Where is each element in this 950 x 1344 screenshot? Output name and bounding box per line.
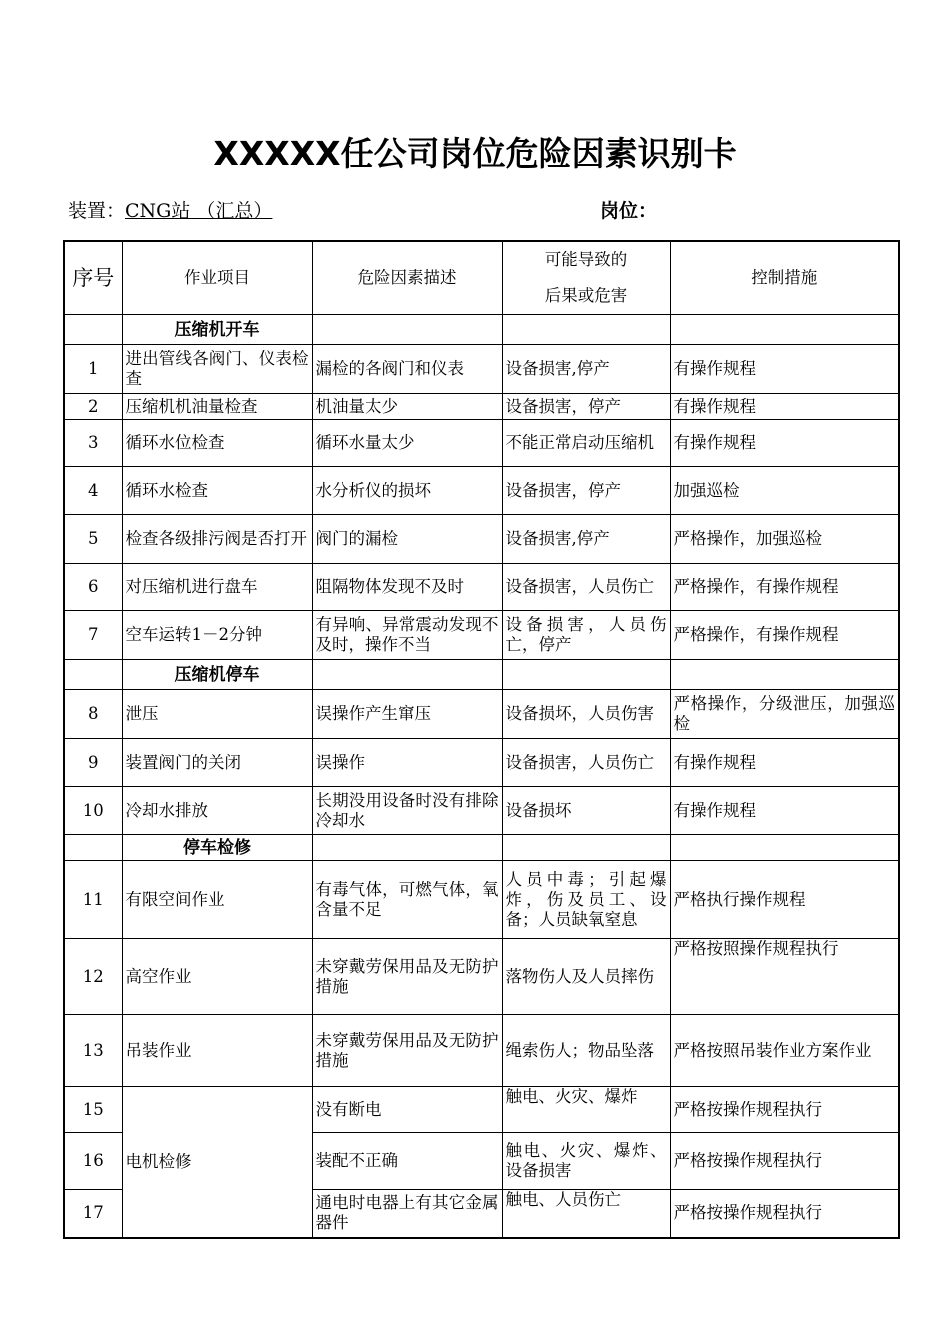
table-row bbox=[64, 345, 899, 394]
row-hazard: 通电时电器上有其它金属器件 bbox=[312, 1190, 502, 1238]
table-row bbox=[64, 467, 899, 515]
row-consequence: 设备损害，人员伤亡，停产 bbox=[502, 611, 670, 660]
section-row bbox=[64, 835, 899, 861]
row-item: 循环水检查 bbox=[122, 467, 312, 515]
row-consequence: 人员中毒；引起爆炸，伤及员工、设备；人员缺氧窒息 bbox=[502, 861, 670, 939]
row-control: 有操作规程 bbox=[670, 420, 899, 467]
row-hazard: 误操作 bbox=[312, 739, 502, 787]
device-label: 装置： bbox=[68, 200, 126, 222]
header-consequence-line1: 可能导致的 bbox=[544, 250, 628, 269]
row-hazard: 阻隔物体发现不及时 bbox=[312, 564, 502, 611]
table-row bbox=[64, 420, 899, 467]
header-control: 控制措施 bbox=[670, 241, 899, 315]
row-hazard: 装配不正确 bbox=[312, 1133, 502, 1190]
row-control: 严格操作，加强巡检 bbox=[670, 515, 899, 564]
section-title: 压缩机停车 bbox=[122, 660, 312, 690]
row-no: 1 bbox=[64, 345, 122, 394]
row-item: 高空作业 bbox=[122, 939, 312, 1015]
row-hazard: 漏检的各阀门和仪表 bbox=[312, 345, 502, 394]
row-no: 6 bbox=[64, 564, 122, 611]
row-consequence: 落物伤人及人员摔伤 bbox=[502, 939, 670, 1015]
section-row bbox=[64, 315, 899, 345]
row-no: 7 bbox=[64, 611, 122, 660]
row-control: 加强巡检 bbox=[670, 467, 899, 515]
row-no: 11 bbox=[64, 861, 122, 939]
row-item: 吊装作业 bbox=[122, 1015, 312, 1087]
row-item: 有限空间作业 bbox=[122, 861, 312, 939]
row-control: 严格按操作规程执行 bbox=[670, 1087, 899, 1133]
row-control: 有操作规程 bbox=[670, 787, 899, 835]
table-row bbox=[64, 394, 899, 420]
table-row bbox=[64, 739, 899, 787]
row-consequence: 触电、火灾、爆炸 bbox=[502, 1087, 670, 1133]
row-hazard: 误操作产生窜压 bbox=[312, 690, 502, 739]
row-item: 冷却水排放 bbox=[122, 787, 312, 835]
table-row bbox=[64, 515, 899, 564]
row-no: 12 bbox=[64, 939, 122, 1015]
row-item: 进出管线各阀门、仪表检查 bbox=[122, 345, 312, 394]
post-label: 岗位： bbox=[600, 200, 658, 222]
row-no: 17 bbox=[64, 1190, 122, 1238]
row-hazard: 没有断电 bbox=[312, 1087, 502, 1133]
table-row bbox=[64, 1087, 899, 1133]
row-no: 16 bbox=[64, 1133, 122, 1190]
header-no: 序号 bbox=[64, 241, 122, 315]
row-item: 装置阀门的关闭 bbox=[122, 739, 312, 787]
table-row bbox=[64, 787, 899, 835]
row-control: 严格操作，有操作规程 bbox=[670, 564, 899, 611]
row-hazard: 机油量太少 bbox=[312, 394, 502, 420]
row-item: 压缩机机油量检查 bbox=[122, 394, 312, 420]
row-consequence: 设备损坏 bbox=[502, 787, 670, 835]
row-item: 循环水位检查 bbox=[122, 420, 312, 467]
row-control: 严格按操作规程执行 bbox=[670, 1133, 899, 1190]
header-hazard: 危险因素描述 bbox=[312, 241, 502, 315]
row-consequence: 设备损害，停产 bbox=[502, 467, 670, 515]
row-no: 2 bbox=[64, 394, 122, 420]
row-no: 15 bbox=[64, 1087, 122, 1133]
row-control: 有操作规程 bbox=[670, 739, 899, 787]
row-consequence: 设备损害，停产 bbox=[502, 394, 670, 420]
row-item: 空车运转1－2分钟 bbox=[122, 611, 312, 660]
row-control: 严格操作，分级泄压，加强巡检 bbox=[670, 690, 899, 739]
device-value: CNG站 （汇总） bbox=[125, 200, 273, 222]
section-title: 压缩机开车 bbox=[122, 315, 312, 345]
row-hazard: 未穿戴劳保用品及无防护措施 bbox=[312, 939, 502, 1015]
table-row bbox=[64, 1015, 899, 1087]
section-title: 停车检修 bbox=[122, 835, 312, 861]
row-no: 9 bbox=[64, 739, 122, 787]
row-consequence: 设备损害，人员伤亡 bbox=[502, 564, 670, 611]
row-consequence: 设备损坏，人员伤害 bbox=[502, 690, 670, 739]
header-item: 作业项目 bbox=[122, 241, 312, 315]
row-hazard: 长期没用设备时没有排除冷却水 bbox=[312, 787, 502, 835]
table-header-row bbox=[64, 241, 899, 315]
row-no: 3 bbox=[64, 420, 122, 467]
row-no: 4 bbox=[64, 467, 122, 515]
row-hazard: 有异响、异常震动发现不及时，操作不当 bbox=[312, 611, 502, 660]
page-title: XXXXX任公司岗位危险因素识别卡 bbox=[213, 134, 737, 173]
table-row bbox=[64, 690, 899, 739]
row-control: 严格按照吊装作业方案作业 bbox=[670, 1015, 899, 1087]
hazard-table bbox=[63, 240, 900, 1239]
row-no: 13 bbox=[64, 1015, 122, 1087]
table-row bbox=[64, 611, 899, 660]
row-control: 有操作规程 bbox=[670, 394, 899, 420]
device-info bbox=[68, 196, 272, 223]
row-no: 10 bbox=[64, 787, 122, 835]
row-item: 对压缩机进行盘车 bbox=[122, 564, 312, 611]
table-row bbox=[64, 564, 899, 611]
row-control: 严格按照操作规程执行 bbox=[670, 939, 899, 1015]
row-control: 严格操作，有操作规程 bbox=[670, 611, 899, 660]
table-row bbox=[64, 939, 899, 1015]
row-hazard: 阀门的漏检 bbox=[312, 515, 502, 564]
row-consequence: 设备损害,停产 bbox=[502, 515, 670, 564]
row-hazard: 水分析仪的损坏 bbox=[312, 467, 502, 515]
row-consequence: 触电、人员伤亡 bbox=[502, 1190, 670, 1238]
row-item: 电机检修 bbox=[122, 1087, 312, 1238]
section-row bbox=[64, 660, 899, 690]
row-control: 严格执行操作规程 bbox=[670, 861, 899, 939]
header-consequence-line2: 后果或危害 bbox=[544, 286, 628, 305]
row-no: 8 bbox=[64, 690, 122, 739]
row-item: 泄压 bbox=[122, 690, 312, 739]
row-consequence: 设备损害,停产 bbox=[502, 345, 670, 394]
row-consequence: 不能正常启动压缩机 bbox=[502, 420, 670, 467]
row-control: 严格按操作规程执行 bbox=[670, 1190, 899, 1238]
row-hazard: 有毒气体，可燃气体，氧含量不足 bbox=[312, 861, 502, 939]
row-hazard: 未穿戴劳保用品及无防护措施 bbox=[312, 1015, 502, 1087]
table-row bbox=[64, 861, 899, 939]
row-consequence: 触电、火灾、爆炸、设备损害 bbox=[502, 1133, 670, 1190]
row-item: 检查各级排污阀是否打开 bbox=[122, 515, 312, 564]
row-no: 5 bbox=[64, 515, 122, 564]
row-hazard: 循环水量太少 bbox=[312, 420, 502, 467]
row-consequence: 绳索伤人；物品坠落 bbox=[502, 1015, 670, 1087]
row-control: 有操作规程 bbox=[670, 345, 899, 394]
row-consequence: 设备损害，人员伤亡 bbox=[502, 739, 670, 787]
header-consequence bbox=[502, 241, 670, 315]
